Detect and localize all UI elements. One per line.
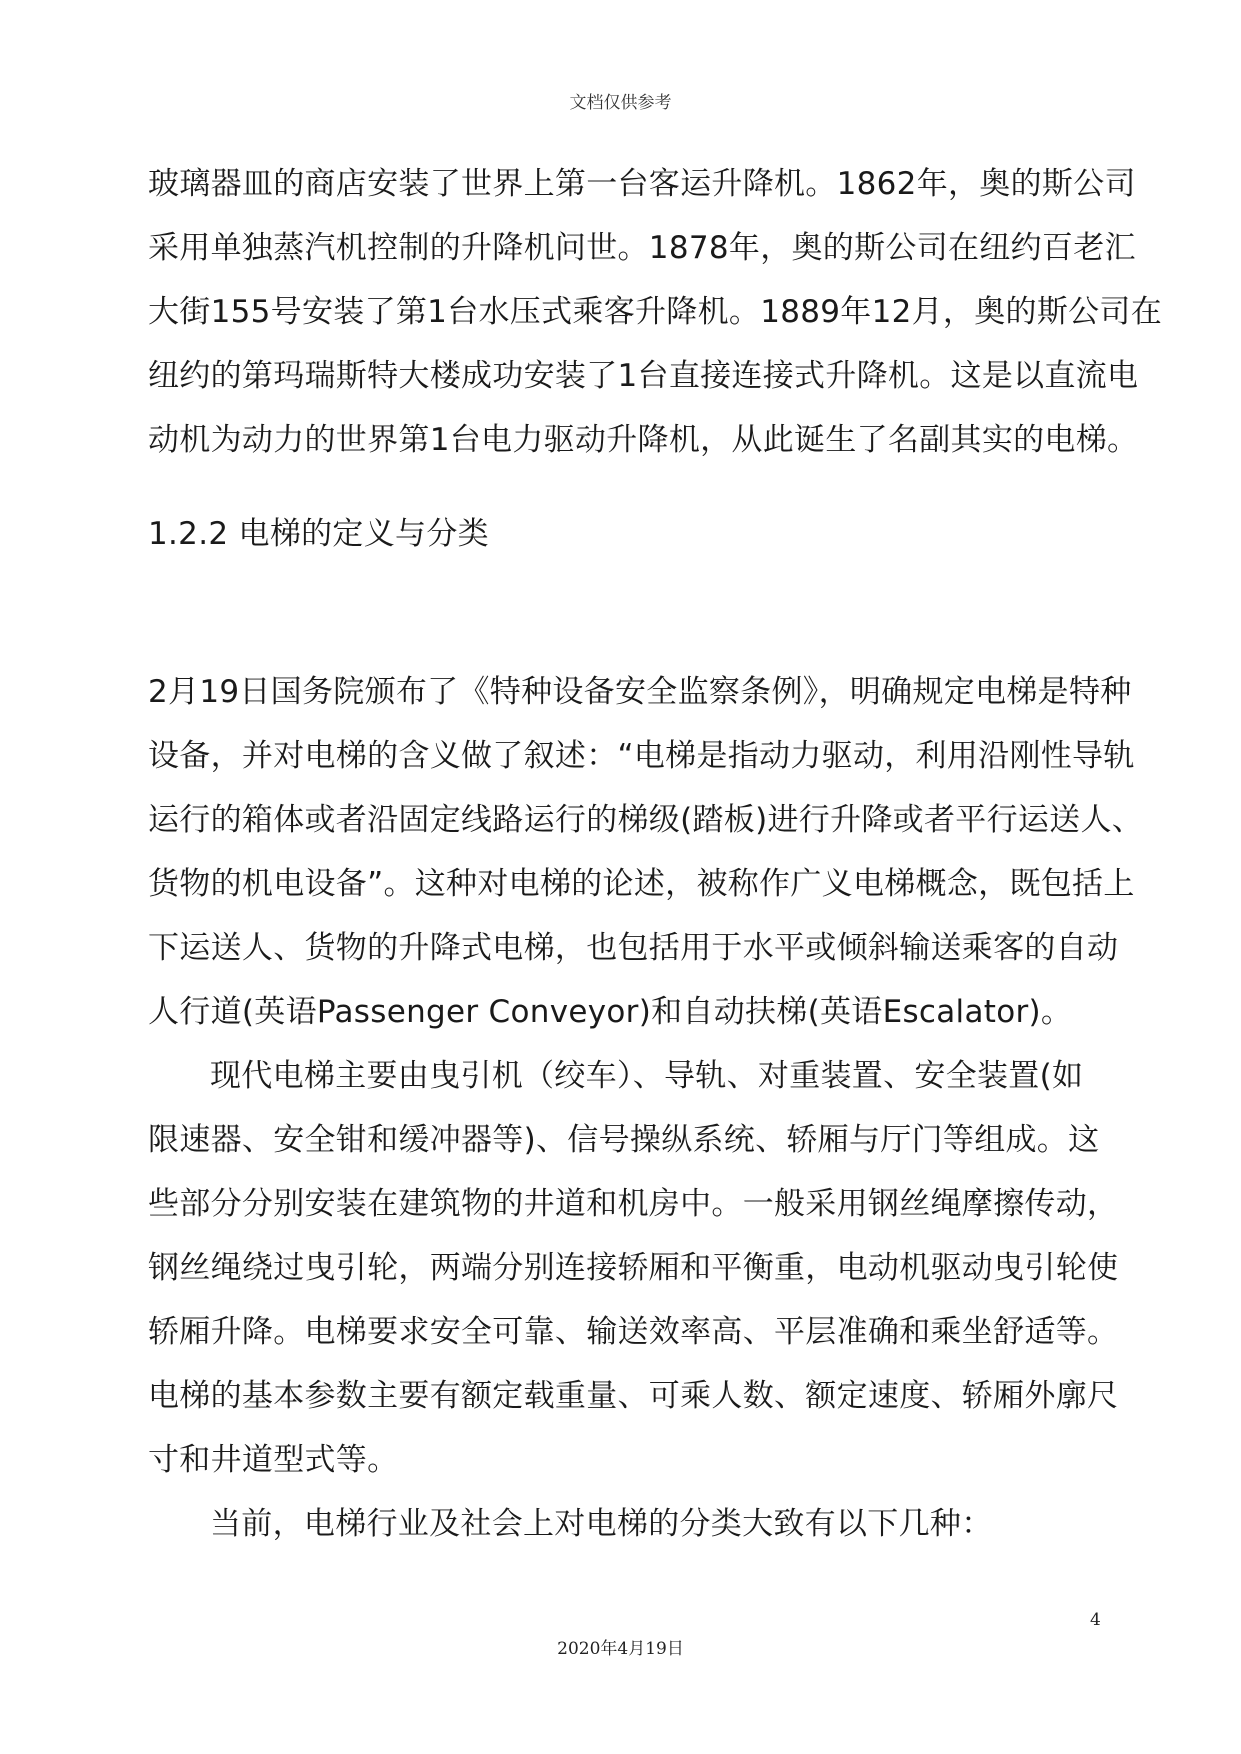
page-footer-date: 2020年4月19日 (557, 1639, 684, 1659)
paragraph-line: 人行道(英语Passenger Conveyor)和自动扶梯(英语Escalator)。 (148, 994, 1073, 1030)
paragraph-line: 电梯的基本参数主要有额定载重量、可乘人数、额定速度、轿厢外廓尺 (148, 1378, 1119, 1414)
paragraph-line: 2月19日国务院颁布了《特种设备安全监察条例》，明确规定电梯是特种 (148, 674, 1132, 710)
paragraph-line: 动机为动力的世界第1台电力驱动升降机，从此诞生了名副其实的电梯。 (148, 422, 1139, 458)
paragraph-line: 运行的箱体或者沿固定线路运行的梯级(踏板)进行升降或者平行运送人、 (148, 802, 1144, 838)
paragraph-line: 些部分分别安装在建筑物的井道和机房中。一般采用钢丝绳摩擦传动， (148, 1186, 1119, 1222)
paragraph-line: 设备，并对电梯的含义做了叙述：“电梯是指动力驱动，利用沿刚性导轨 (148, 738, 1135, 774)
paragraph-line: 采用单独蒸汽机控制的升降机问世。1878年，奥的斯公司在纽约百老汇 (148, 230, 1136, 266)
paragraph-line: 大街155号安装了第1台水压式乘客升降机。1889年12月，奥的斯公司在 (148, 294, 1163, 330)
paragraph-line: 轿厢升降。电梯要求安全可靠、输送效率高、平层准确和乘坐舒适等。 (148, 1314, 1119, 1350)
paragraph-line: 当前，电梯行业及社会上对电梯的分类大致有以下几种： (210, 1506, 993, 1542)
paragraph-line: 现代电梯主要由曳引机（绞车）、导轨、对重装置、安全装置(如 (210, 1058, 1084, 1094)
paragraph-line: 钢丝绳绕过曳引轮，两端分别连接轿厢和平衡重，电动机驱动曳引轮使 (148, 1250, 1119, 1286)
paragraph-line: 寸和井道型式等。 (148, 1442, 399, 1478)
section-heading: 1.2.2 电梯的定义与分类 (148, 516, 489, 552)
paragraph-line: 下运送人、货物的升降式电梯，也包括用于水平或倾斜输送乘客的自动 (148, 930, 1119, 966)
paragraph-line: 玻璃器皿的商店安装了世界上第一台客运升降机。1862年，奥的斯公司 (148, 166, 1136, 202)
paragraph-line: 货物的机电设备”。这种对电梯的论述，被称作广义电梯概念，既包括上 (148, 866, 1135, 902)
page-number: 4 (1090, 1610, 1101, 1630)
paragraph-line: 限速器、安全钳和缓冲器等)、信号操纵系统、轿厢与厅门等组成。这 (148, 1122, 1100, 1158)
page-header: 文档仅供参考 (569, 93, 672, 113)
paragraph-line: 纽约的第玛瑞斯特大楼成功安装了1台直接连接式升降机。这是以直流电 (148, 358, 1139, 394)
